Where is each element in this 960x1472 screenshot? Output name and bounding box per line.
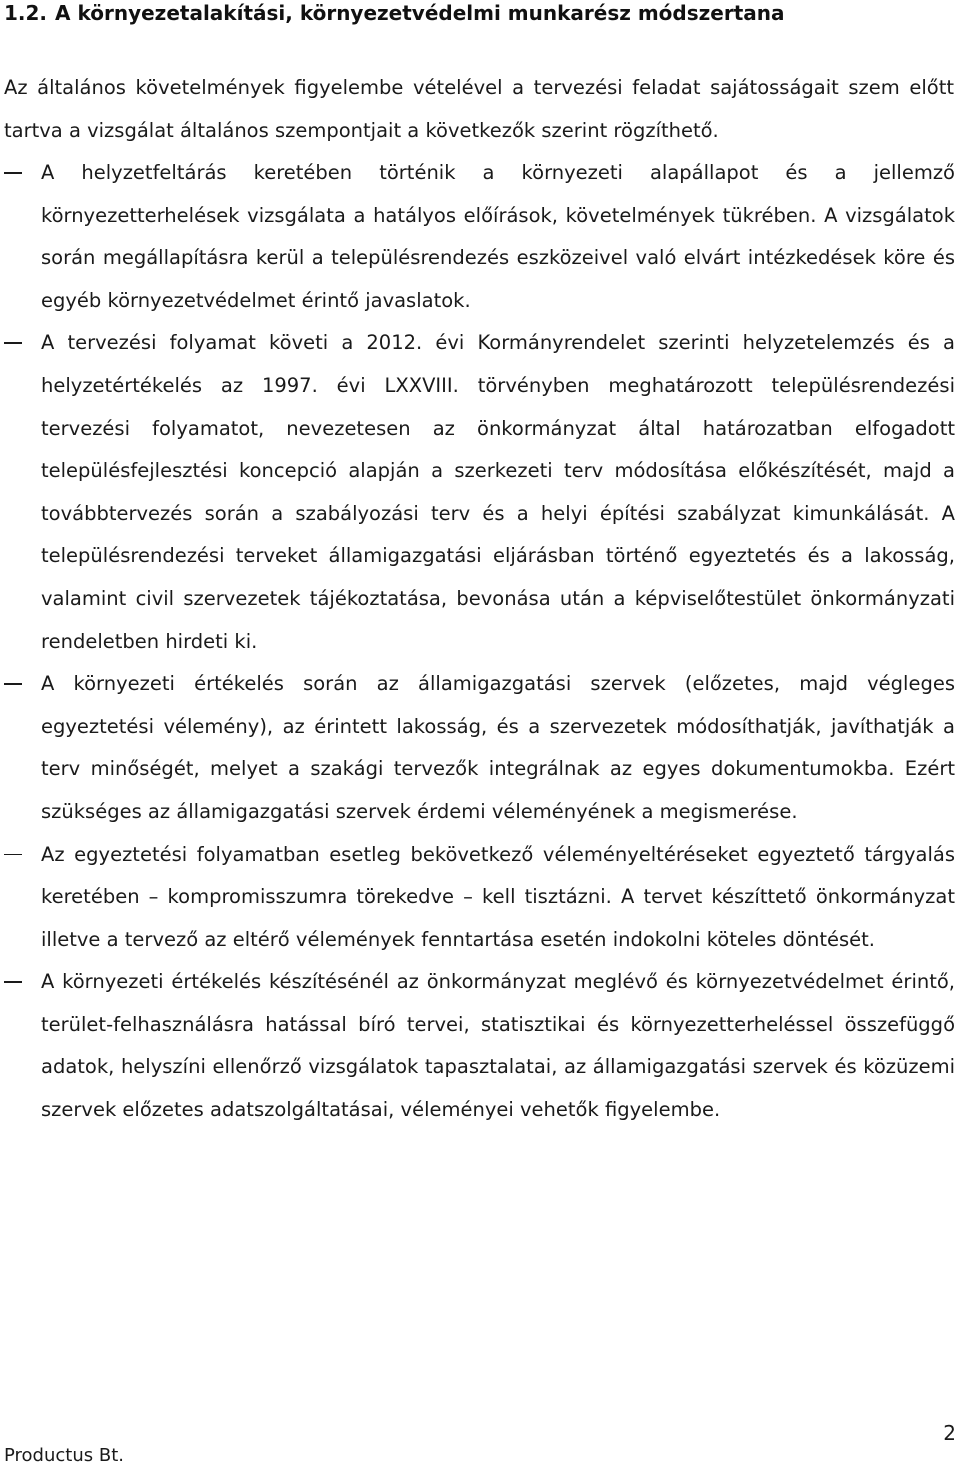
list-item-text: Az egyeztetési folyamatban esetleg bekövetkező véleményeltéréseket egyeztető tárgyalás keretében – kompromisszumra törekedve – kell tisztázni. A tervet készíttető önkormányzat illetve a tervező az eltérő vélemények fenntartása esetén indokolni köteles döntését. [41, 842, 955, 951]
footer-company: Productus Bt. [4, 1445, 124, 1466]
list-item-text: A környezeti értékelés során az államigazgatási szervek (előzetes, majd végleges egyeztetési vélemény), az érintett lakosság, és a szervezetek módosíthatják, javíthatják a terv minőségét, melyet a szakági tervezők integrálnak az egyes dokumentumokba. Ezért szükséges az államigazgatási szervek érdemi véleményének a megismerése. [41, 672, 955, 823]
list-item [0, 152, 955, 322]
list-item-text: A környezeti értékelés készítésénél az önkormányzat meglévő és környezetvédelmet érintő, terület-felhasználásra hatással bíró tervei, statisztikai és környezetterheléssel összefüggő adatok, helyszíni ellenőrző vizsgálatok tapasztalatai, az államigazgatási szervek és közüzemi szervek előzetes adatszolgáltatásai, véleményei vehetők figyelembe. [41, 970, 955, 1122]
section-title: A környezetalakítási, környezetvédelmi munkarész módszertana [55, 1, 785, 25]
dash-bullet-icon [4, 172, 22, 174]
section-heading [4, 0, 785, 26]
intro-paragraph: Az általános követelmények figyelembe vételével a tervezési feladat sajátosságait szem előtt tartva a vizsgálat általános szempontjait a következők szerint rögzíthető. [4, 76, 954, 142]
list-item-text: A helyzetfeltárás keretében történik a környezeti alapállapot és a jellemző környezetterhelések vizsgálata a hatályos előírások, követelmények tükrében. A vizsgálatok során megállapításra kerül a településrendezés eszközeivel való elvárt intézkedések köre és egyéb környezetvédelmet érintő javaslatok. [41, 161, 955, 312]
page-number: 2 [943, 1421, 956, 1445]
dash-bullet-icon [4, 683, 22, 685]
list-item [0, 961, 955, 1131]
bullet-list [0, 152, 960, 1132]
dash-bullet-icon [4, 854, 22, 856]
list-item-text: A tervezési folyamat követi a 2012. évi Kormányrendelet szerinti helyzetelemzés és a helyzetértékelés az 1997. évi LXXVIII. törvényben meghatározott településrendezési tervezési folyamatot, nevezetesen az önkormányzat által határozatban elfogadott településfejlesztési koncepció alapján a szerkezeti terv módosítása előkészítését, majd a továbbtervezés során a szabályozási terv és a helyi építési szabályzat kimunkálását. A településrendezési terveket államigazgatási eljárásban történő egyeztetés és a lakosság, valamint civil szervezetek tájékoztatása, bevonása után a képviselőtestület önkormányzati rendeletben hirdeti ki. [41, 331, 955, 653]
section-number: 1.2. [4, 1, 48, 25]
list-item [0, 663, 955, 833]
dash-bullet-icon [4, 981, 22, 983]
list-item [0, 834, 955, 962]
dash-bullet-icon [4, 342, 22, 344]
list-item [0, 322, 955, 663]
